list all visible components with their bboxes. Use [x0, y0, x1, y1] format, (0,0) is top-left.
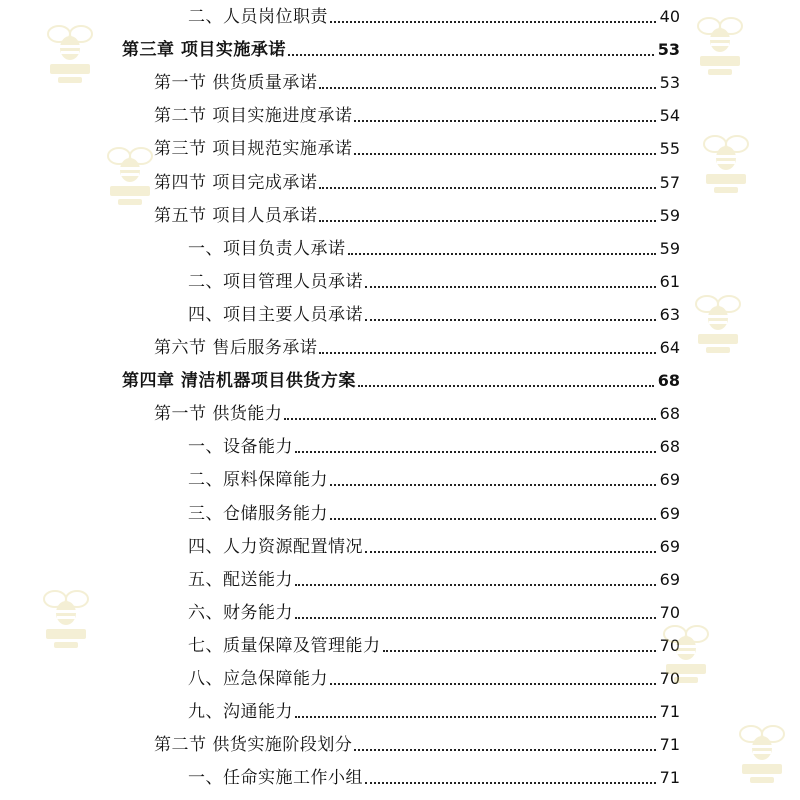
toc-dot-leader — [319, 352, 655, 354]
toc-entry-page-number: 63 — [659, 304, 680, 324]
toc-entry[interactable] — [154, 203, 680, 229]
toc-entry[interactable] — [188, 434, 680, 460]
toc-entry[interactable] — [154, 70, 680, 96]
toc-entry[interactable] — [188, 467, 680, 493]
toc-entry-page-number: 71 — [659, 702, 680, 722]
toc-entry-title: 七、质量保障及管理能力 — [188, 635, 381, 656]
toc-dot-leader — [358, 385, 654, 387]
toc-dot-leader — [354, 153, 655, 155]
toc-entry-title: 一、任命实施工作小组 — [188, 768, 363, 789]
toc-entry-page-number: 68 — [659, 404, 680, 424]
toc-entry-page-number: 54 — [659, 106, 680, 126]
toc-entry[interactable] — [188, 236, 680, 262]
toc-entry[interactable] — [154, 103, 680, 129]
toc-entry-title: 第二节 供货实施阶段划分 — [154, 735, 353, 756]
toc-entry-title: 第一节 供货能力 — [154, 404, 283, 425]
bee-icon — [736, 720, 788, 786]
toc-entry-title: 第二节 项目实施进度承诺 — [154, 106, 353, 127]
toc-entry-title: 第六节 售后服务承诺 — [154, 338, 318, 358]
toc-entry[interactable] — [154, 401, 680, 427]
toc-entry-page-number: 69 — [659, 503, 680, 523]
toc-entry-title: 二、原料保障能力 — [188, 470, 328, 491]
toc-entry[interactable] — [188, 600, 680, 626]
bee-icon — [660, 620, 712, 686]
bee-icon — [694, 12, 746, 78]
toc-entry-page-number: 40 — [659, 7, 680, 26]
toc-entry-title: 四、项目主要人员承诺 — [188, 304, 363, 325]
toc-entry-page-number: 53 — [659, 73, 680, 93]
toc-entry[interactable] — [188, 666, 680, 692]
toc-entry[interactable] — [188, 534, 680, 560]
toc-dot-leader — [295, 584, 656, 586]
toc-dot-leader — [330, 518, 656, 520]
toc-entry-title: 八、应急保障能力 — [188, 669, 328, 689]
toc-dot-leader — [330, 484, 656, 486]
toc-entry-page-number: 61 — [659, 271, 680, 291]
toc-entry-page-number: 64 — [659, 338, 680, 357]
toc-entry[interactable] — [188, 4, 680, 30]
toc-entry[interactable] — [188, 699, 680, 725]
toc-dot-leader — [319, 187, 655, 189]
toc-entry-page-number: 69 — [659, 536, 680, 556]
toc-entry-title: 第三章 项目实施承诺 — [122, 40, 286, 61]
toc-entry-title: 第五节 项目人员承诺 — [154, 205, 318, 226]
toc-entry[interactable] — [188, 302, 680, 328]
toc-entry-page-number: 69 — [659, 470, 680, 490]
toc-dot-leader — [330, 683, 656, 685]
toc-dot-leader — [365, 286, 656, 288]
toc-dot-leader — [295, 617, 656, 619]
bee-icon — [104, 142, 156, 208]
toc-dot-leader — [284, 418, 655, 420]
toc-entry-page-number: 55 — [659, 139, 680, 159]
toc-dot-leader — [319, 220, 655, 222]
toc-entry[interactable] — [188, 269, 680, 295]
toc-entry-page-number: 70 — [659, 635, 680, 655]
toc-entry[interactable] — [154, 732, 680, 758]
toc-entry[interactable] — [154, 136, 680, 162]
toc-entry-title: 二、人员岗位职责 — [188, 7, 328, 27]
toc-entry[interactable] — [122, 37, 680, 63]
toc-entry-page-number: 57 — [659, 172, 680, 192]
toc-entry-title: 第四节 项目完成承诺 — [154, 172, 318, 193]
toc-entry-title: 六、财务能力 — [188, 602, 293, 623]
toc-entry-page-number: 70 — [659, 669, 680, 688]
toc-entry-title: 第三节 项目规范实施承诺 — [154, 139, 353, 160]
toc-dot-leader — [295, 451, 656, 453]
toc-dot-leader — [365, 782, 656, 784]
toc-entry[interactable] — [188, 501, 680, 527]
toc-dot-leader — [365, 551, 656, 553]
toc-dot-leader — [348, 253, 656, 255]
toc-entry-title: 第一节 供货质量承诺 — [154, 73, 318, 94]
toc-entry[interactable] — [154, 335, 680, 361]
bee-icon — [700, 130, 752, 196]
toc-entry[interactable] — [188, 567, 680, 593]
toc-entry-page-number: 71 — [659, 768, 680, 788]
toc-entry[interactable] — [122, 368, 680, 394]
bee-icon — [692, 290, 744, 356]
toc-dot-leader — [354, 120, 655, 122]
toc-entry-title: 第四章 清洁机器项目供货方案 — [122, 371, 356, 392]
toc-dot-leader — [295, 716, 656, 718]
toc-entry[interactable] — [188, 633, 680, 659]
toc-entry-page-number: 68 — [657, 371, 680, 391]
toc-entry-page-number: 53 — [657, 40, 680, 60]
toc-entry-page-number: 69 — [659, 569, 680, 589]
toc-entry[interactable] — [188, 765, 680, 791]
toc-entry-title: 五、配送能力 — [188, 569, 293, 590]
toc-entry[interactable] — [154, 170, 680, 196]
bee-icon — [40, 585, 92, 651]
toc-entry-title: 三、仓储服务能力 — [188, 503, 328, 524]
toc-entry-page-number: 59 — [659, 205, 680, 225]
bee-icon — [44, 20, 96, 86]
toc-dot-leader — [288, 54, 654, 56]
toc-entry-page-number: 70 — [659, 602, 680, 622]
toc-dot-leader — [354, 749, 655, 751]
toc-entry-title: 一、设备能力 — [188, 437, 293, 458]
toc-dot-leader — [330, 21, 656, 23]
toc-entry-page-number: 68 — [659, 437, 680, 457]
toc-entry-title: 四、人力资源配置情况 — [188, 536, 363, 557]
toc-dot-leader — [319, 87, 655, 89]
toc-entry-page-number: 71 — [659, 735, 680, 755]
toc-entry-title: 九、沟通能力 — [188, 702, 293, 723]
toc-entry-title: 一、项目负责人承诺 — [188, 238, 346, 259]
toc-dot-leader — [365, 319, 656, 321]
toc-entry-title: 二、项目管理人员承诺 — [188, 271, 363, 292]
toc-dot-leader — [383, 650, 656, 652]
toc-entry-page-number: 59 — [659, 238, 680, 258]
